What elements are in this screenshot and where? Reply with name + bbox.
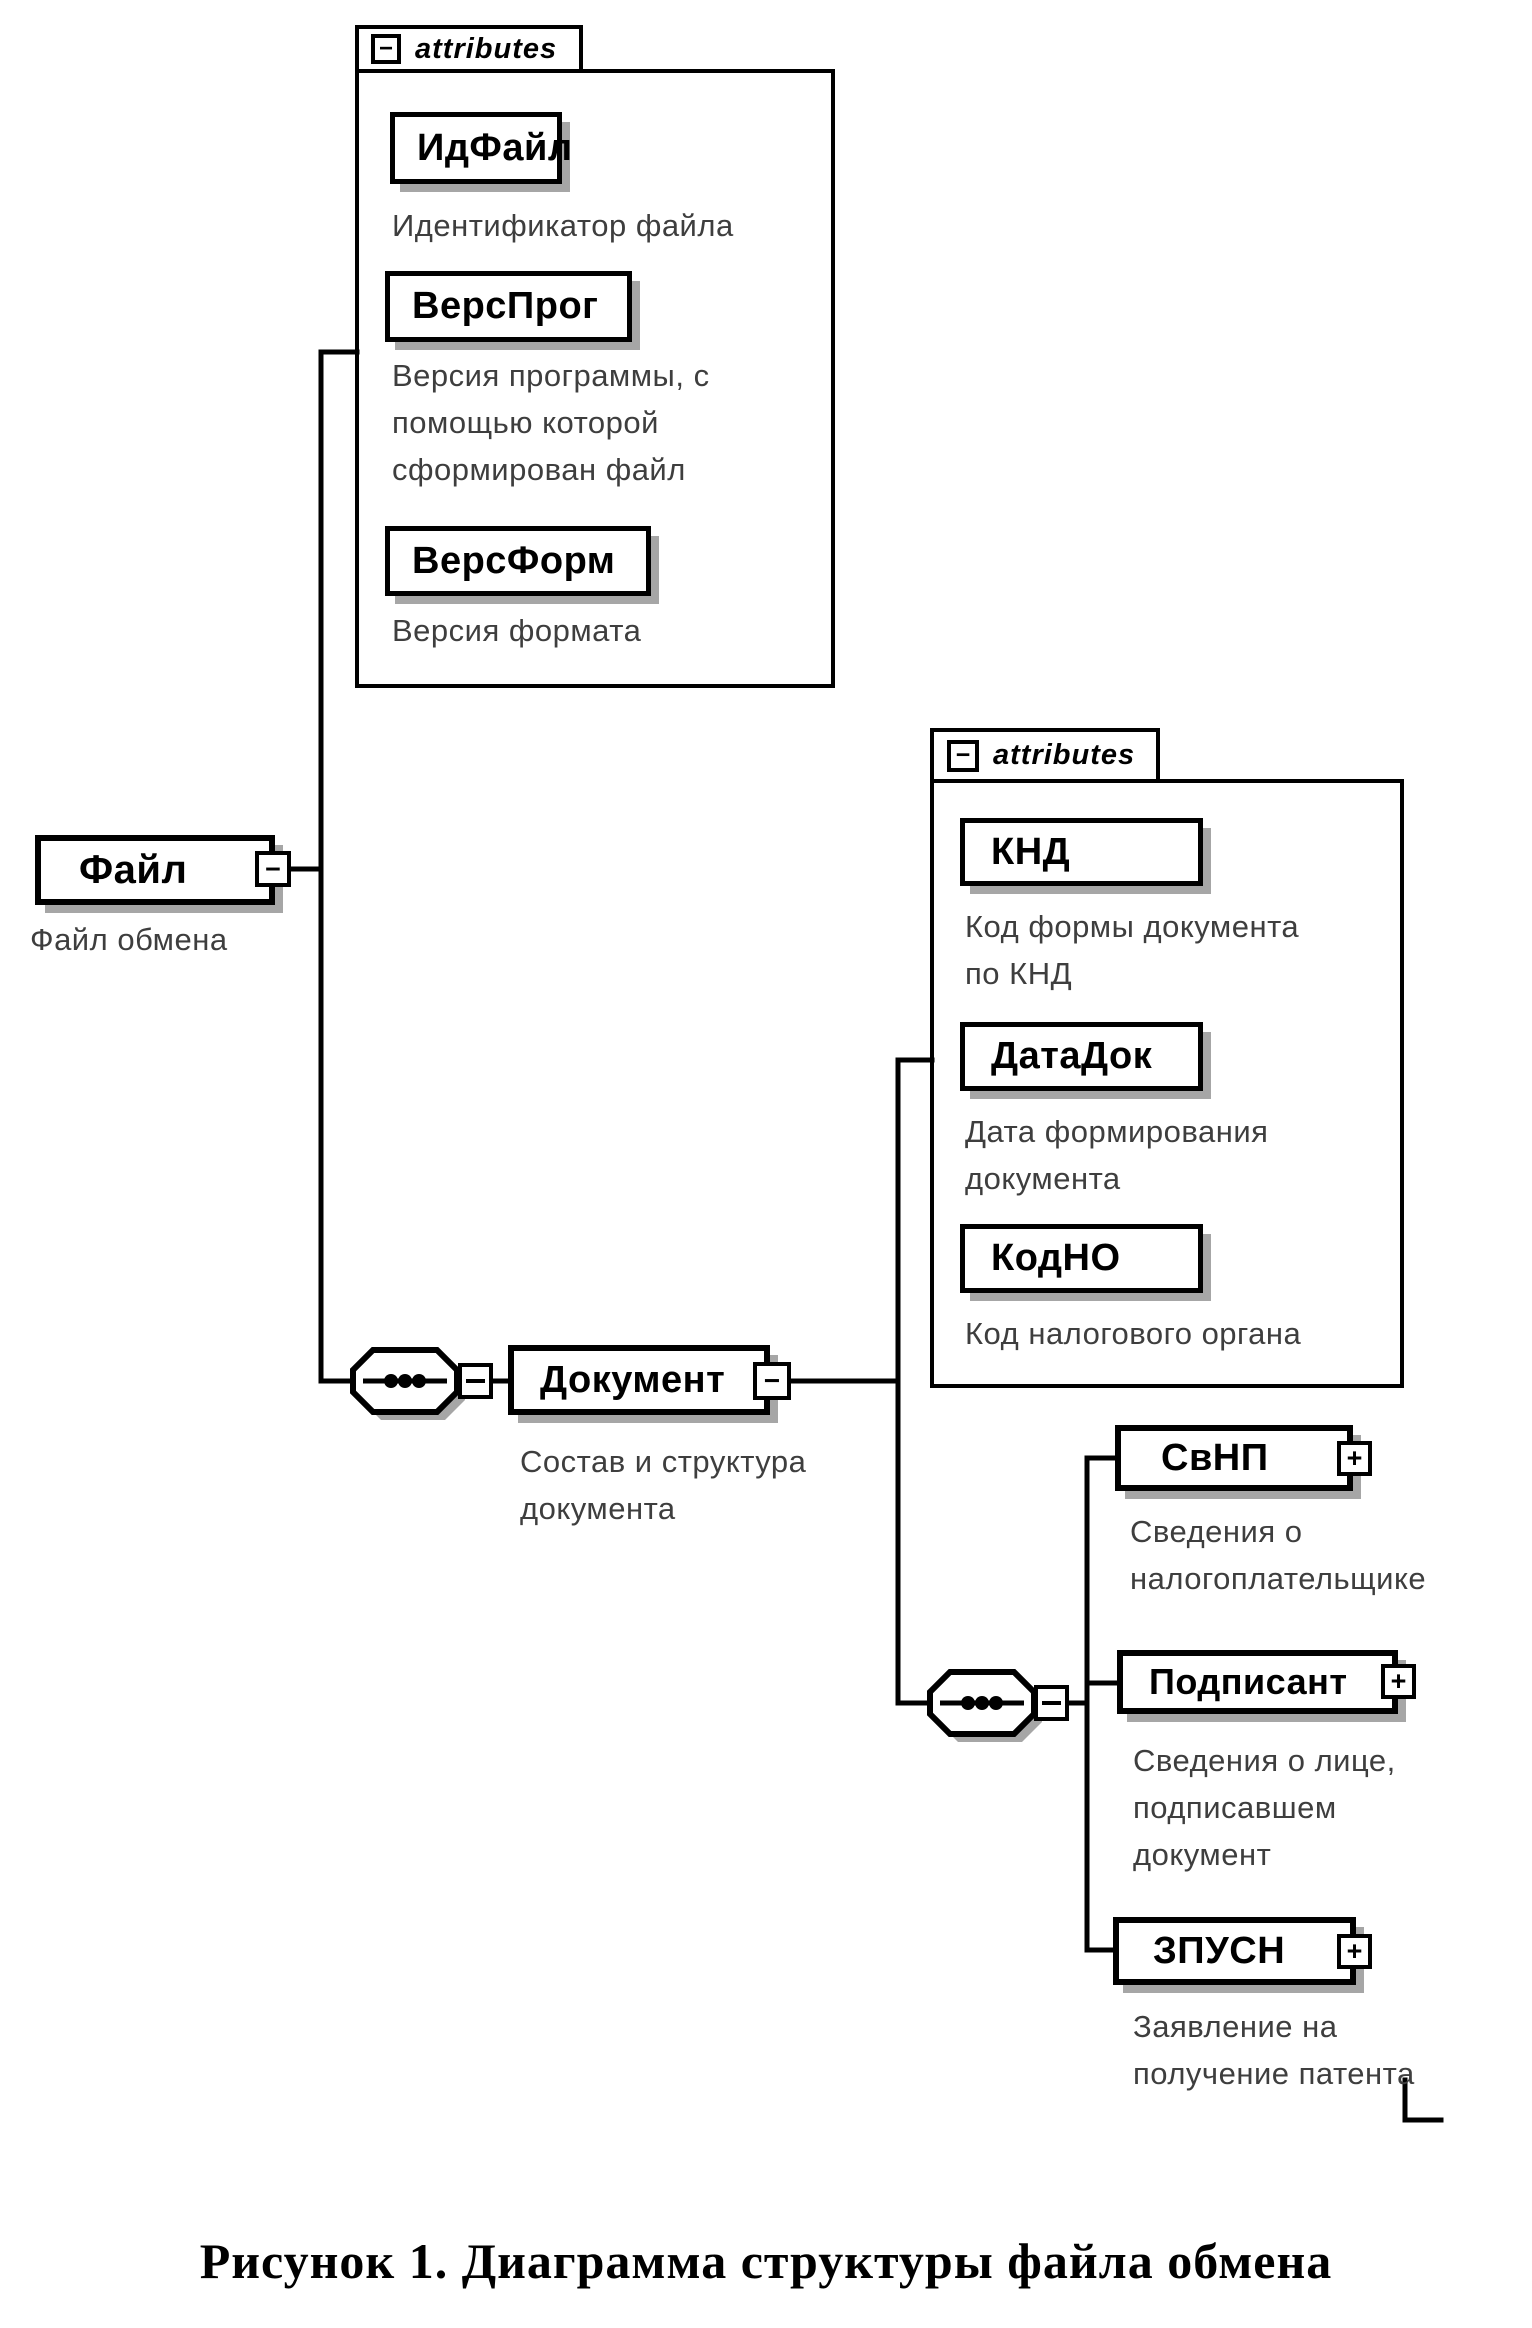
document-element-name: Документ [540, 1358, 726, 1401]
figure-caption: Рисунок 1. Диаграмма структуры файла обмена [199, 2233, 1333, 2289]
branch-to-attributes2-line [898, 1060, 932, 1703]
document-element-box[interactable] [508, 1345, 770, 1415]
podpisant-element-description: Сведения о лице, подписавшем документ [1133, 1743, 1396, 1872]
file-collapse-toggle[interactable]: − [255, 851, 291, 887]
podpisant-element-box[interactable] [1117, 1650, 1398, 1714]
zpusn-element-description: Заявление на получение патента [1133, 2009, 1415, 2091]
file-element-description: Файл обмена [30, 922, 228, 957]
file-attributes-tab [355, 25, 583, 73]
versprog-attribute-name: ВерсПрог [412, 285, 599, 327]
versform-attribute-description: Версия формата [392, 613, 642, 648]
file-element-box[interactable] [35, 835, 275, 905]
podpisant-expand-toggle[interactable]: + [1381, 1664, 1416, 1699]
podpisant-element-name: Подписант [1149, 1661, 1348, 1702]
datadok-attribute-box[interactable] [960, 1022, 1203, 1091]
datadok-attribute-name: ДатаДок [991, 1035, 1153, 1077]
idfile-attribute-name: ИдФайл [417, 126, 573, 169]
knd-attribute-box[interactable] [960, 818, 1203, 886]
kodno-attribute-box[interactable] [960, 1224, 1203, 1293]
document-collapse-toggle[interactable]: − [753, 1362, 791, 1400]
svnp-expand-toggle[interactable]: + [1337, 1441, 1372, 1476]
datadok-attribute-description: Дата формирования документа [965, 1114, 1269, 1196]
zpusn-expand-toggle[interactable]: + [1337, 1934, 1372, 1969]
file-attributes-collapse-icon[interactable]: − [371, 34, 401, 64]
versform-attribute-box[interactable] [385, 526, 651, 596]
trunk-line-file [321, 352, 357, 1381]
document-attributes-tab-label: attributes [993, 739, 1136, 771]
versprog-attribute-box[interactable] [385, 271, 632, 342]
sequence-connector-document [930, 1672, 1067, 1742]
knd-attribute-description: Код формы документа по КНД [965, 909, 1300, 991]
document-element-description: Состав и структура документа [520, 1444, 807, 1526]
document-attributes-tab [930, 728, 1160, 783]
file-attributes-tab-label: attributes [415, 32, 558, 65]
file-element-name: Файл [79, 847, 188, 892]
idfile-attribute-box[interactable] [390, 112, 573, 184]
svnp-element-box[interactable] [1115, 1425, 1353, 1491]
kodno-attribute-name: КодНО [991, 1237, 1121, 1279]
sequence-connector-file [353, 1350, 491, 1420]
zpusn-element-box[interactable] [1113, 1917, 1356, 1985]
versprog-attribute-description: Версия программы, с помощью которой сформирован файл [392, 358, 710, 487]
idfile-attribute-description: Идентификатор файла [392, 208, 734, 243]
versform-attribute-name: ВерсФорм [412, 539, 616, 582]
zpusn-element-name: ЗПУСН [1153, 1929, 1286, 1972]
knd-attribute-name: КНД [991, 830, 1071, 873]
document-attributes-collapse-icon[interactable]: − [947, 740, 979, 772]
svnp-element-description: Сведения о налогоплательщике [1130, 1514, 1427, 1596]
svnp-element-name: СвНП [1161, 1436, 1269, 1479]
kodno-attribute-description: Код налогового органа [965, 1316, 1302, 1351]
